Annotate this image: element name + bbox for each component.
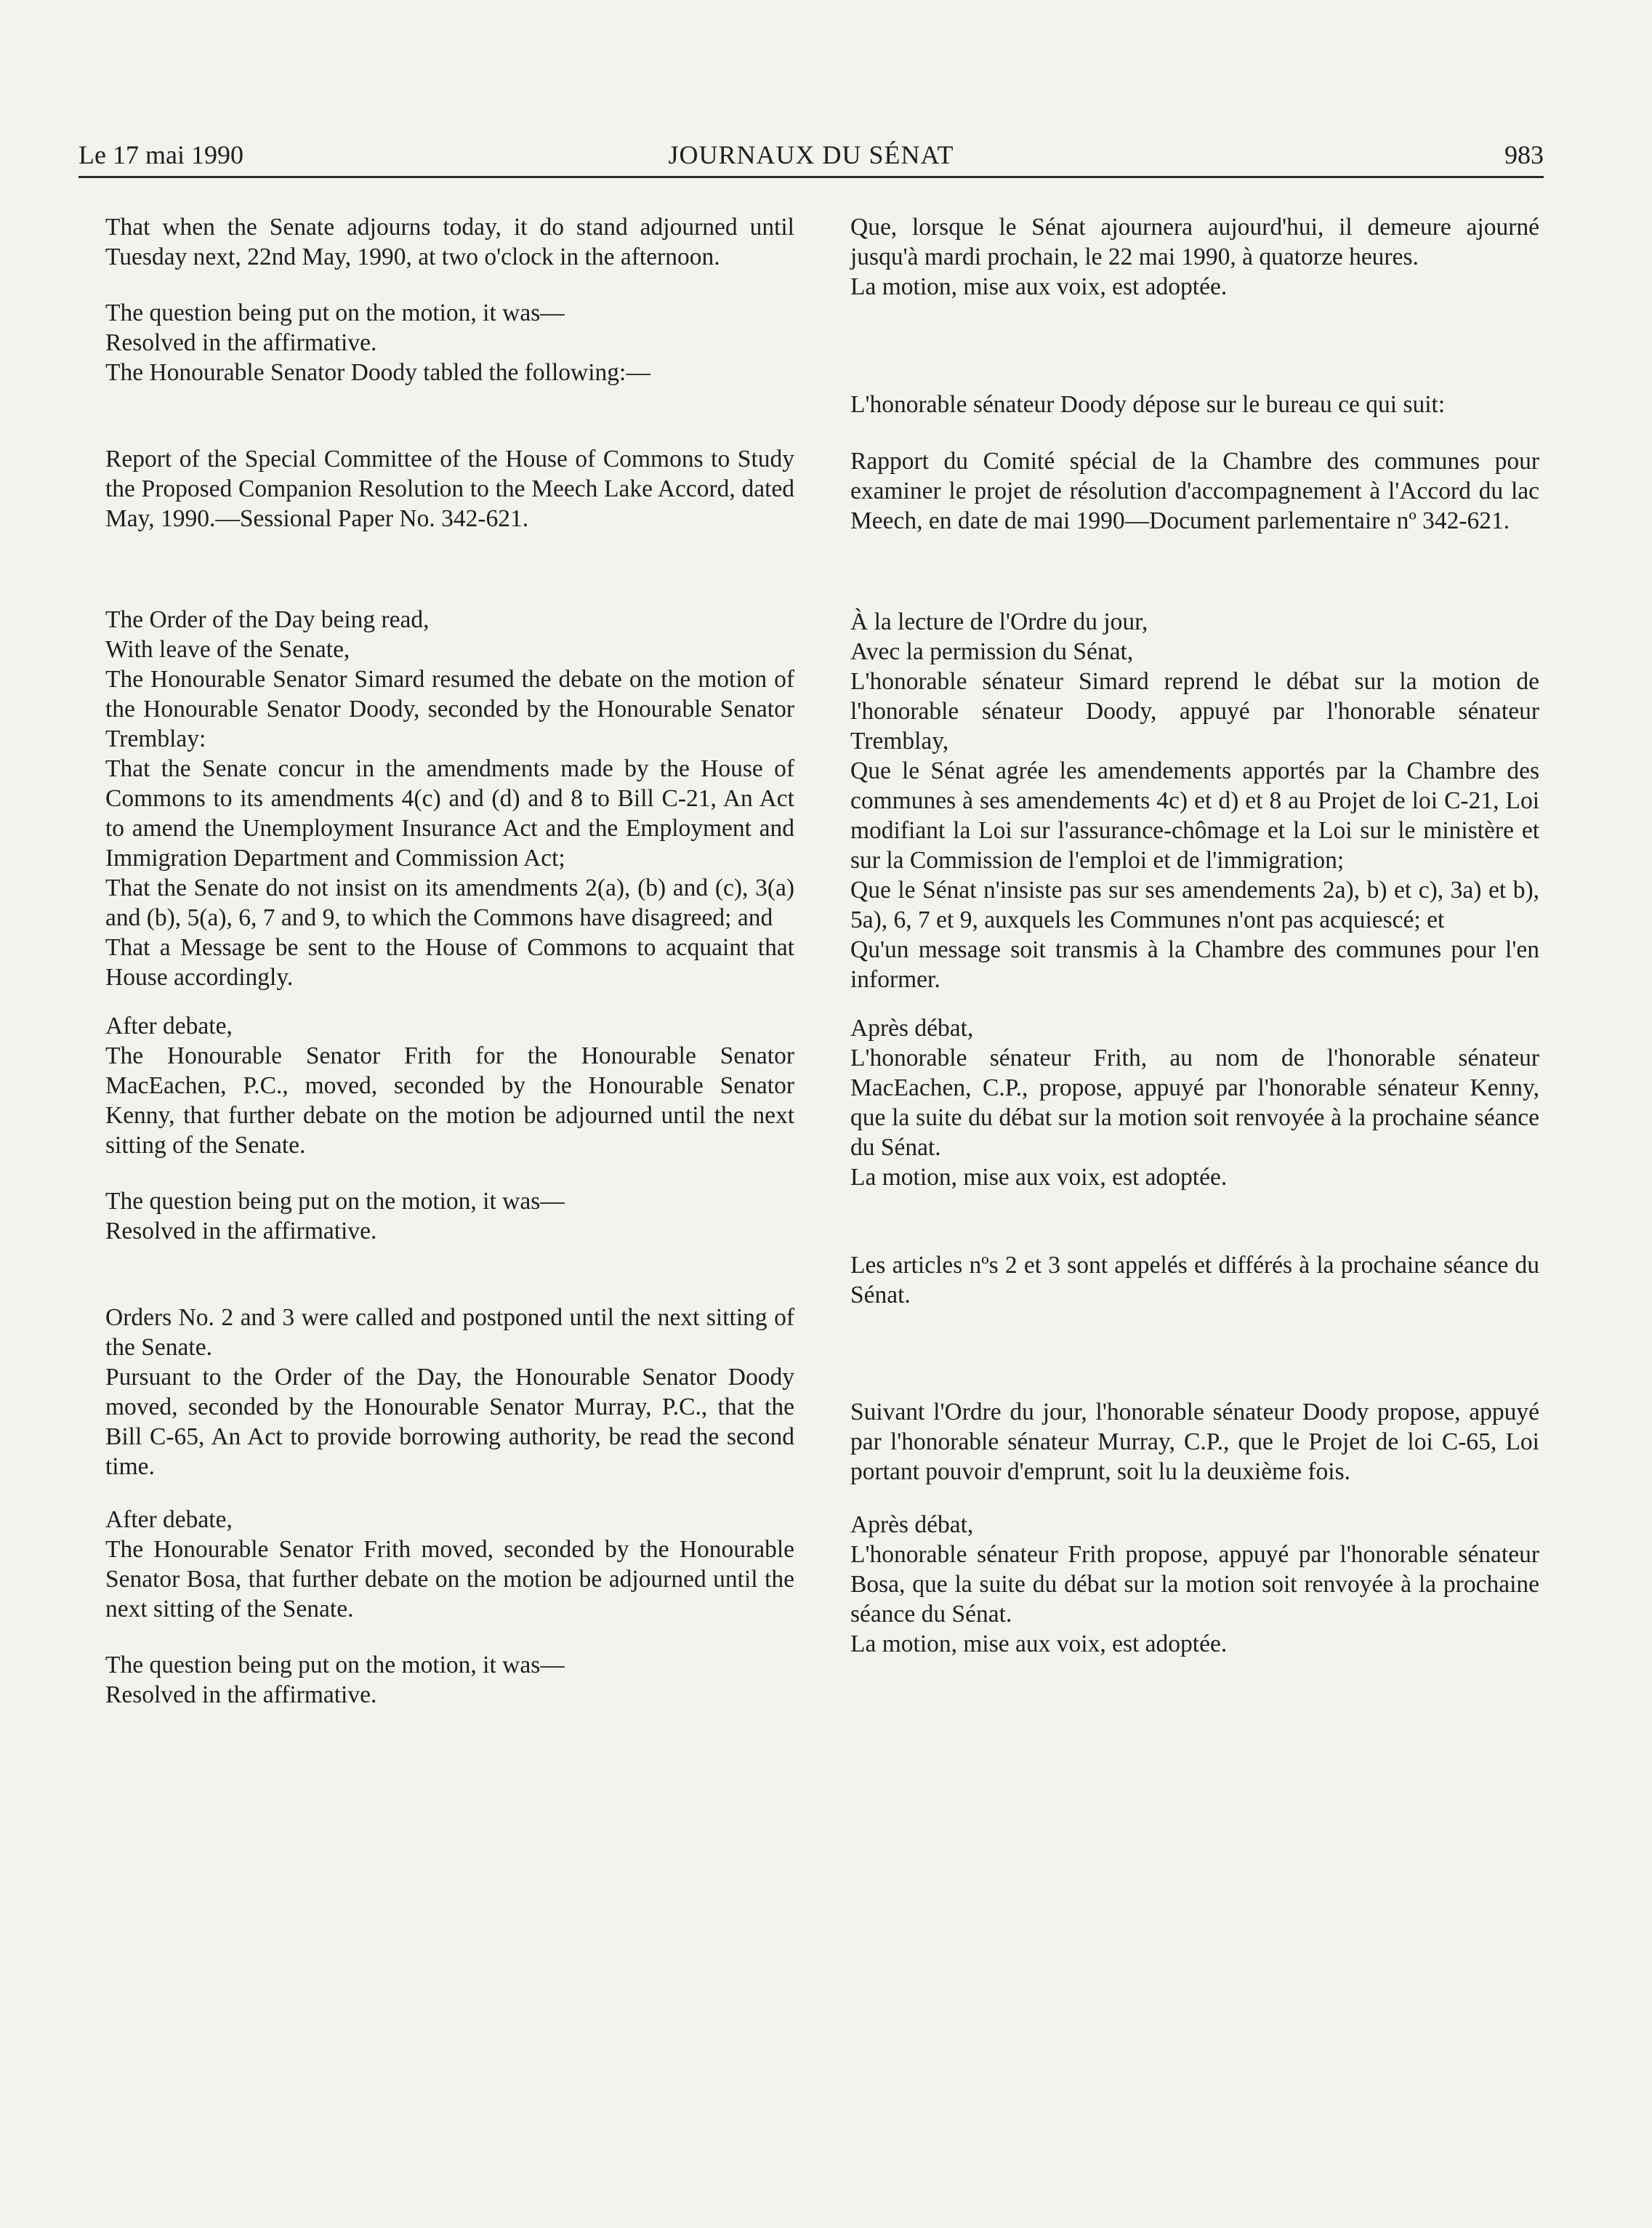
en-not-insist: That the Senate do not insist on its amendments 2(a), (b) and (c), 3(a) and (b), 5(a), 6, 7 and 9, to which the Commons have disagreed; and — [105, 874, 794, 931]
fr-order-read: À la lecture de l'Ordre du jour, — [850, 608, 1148, 635]
fr-frith-proposes: L'honorable sénateur Frith, au nom de l'honorable sénateur MacEachen, C.P., propose, appuyé par l'honorable sénateur Kenny, que la suite du débat sur la motion soit renvoyée à la prochaine séance du Sénat. — [850, 1045, 1539, 1161]
en-orders-postponed: Orders No. 2 and 3 were called and postponed until the next sitting of the Senate. — [105, 1304, 794, 1361]
header-date: Le 17 mai 1990 — [78, 140, 243, 169]
en-leave: With leave of the Senate, — [105, 636, 350, 663]
en-message-sent: That a Message be sent to the House of Commons to acquaint that House accordingly. — [105, 934, 794, 991]
fr-tabled-statement: L'honorable sénateur Doody dépose sur le bureau ce qui suit: — [850, 391, 1446, 418]
fr-adjournment-motion: Que, lorsque le Sénat ajournera aujourd'hui, il demeure ajourné jusqu'à mardi prochain, le 22 mai 1990, à quatorze heures. — [850, 214, 1539, 270]
fr-debate-block-1 — [850, 1013, 1539, 1162]
fr-bill-c65-motion: Suivant l'Ordre du jour, l'honorable sénateur Doody propose, appuyé par l'honorable sénateur Murray, C.P., que le Projet de loi C-65, Loi portant pouvoir d'emprunt, soit lu la deuxième fois. — [850, 1399, 1539, 1485]
en-tabled-statement: The Honourable Senator Doody tabled the following:— — [105, 359, 650, 386]
en-debate-block-2 — [105, 1505, 794, 1624]
fr-leave: Avec la permission du Sénat, — [850, 638, 1134, 665]
header-page-number: 983 — [1504, 140, 1544, 169]
fr-order-block — [850, 607, 1539, 756]
page-header — [78, 137, 1544, 178]
en-bill-c65-motion: Pursuant to the Order of the Day, the Honourable Senator Doody moved, seconded by the Honourable Senator Murray, P.C., that the Bill C-65, An Act to provide borrowing authority, be read the second time. — [105, 1364, 794, 1480]
french-column — [850, 212, 1539, 1659]
en-debate-block-1 — [105, 1011, 794, 1160]
fr-after-debate: Après débat, — [850, 1511, 974, 1538]
fr-motion-adopted: La motion, mise aux voix, est adoptée. — [850, 1164, 1228, 1191]
fr-message-sent: Qu'un message soit transmis à la Chambre des communes pour l'en informer. — [850, 936, 1539, 993]
fr-orders-postponed: Les articles nºs 2 et 3 sont appelés et différés à la prochaine séance du Sénat. — [850, 1252, 1539, 1308]
en-order-block — [105, 605, 794, 754]
en-adjournment-motion: That when the Senate adjourns today, it do stand adjourned until Tuesday next, 22nd May, 1990, at two o'clock in the afternoon. — [105, 214, 794, 270]
en-resolved-text: Resolved in the affirmative. — [105, 1218, 377, 1244]
fr-simard-resumed: L'honorable sénateur Simard reprend le débat sur la motion de l'honorable sénateur Doody, appuyé par l'honorable sénateur Tremblay, — [850, 668, 1539, 755]
en-frith-moved: The Honourable Senator Frith for the Honourable Senator MacEachen, P.C., moved, seconded by the Honourable Senator Kenny, that further debate on the motion be adjourned until the next sitting of the Senate. — [105, 1042, 794, 1159]
fr-after-debate: Après débat, — [850, 1015, 974, 1042]
en-resolved-text: Resolved in the affirmative. — [105, 329, 377, 356]
en-report-title: Report of the Special Committee of the House of Commons to Study the Proposed Companion Resolution to the Meech Lake Accord, dated May, 1990.—Sessional Paper No. 342-621. — [105, 446, 794, 532]
fr-debate-block-2 — [850, 1510, 1539, 1629]
fr-frith-proposes-2: L'honorable sénateur Frith propose, appuyé par l'honorable sénateur Bosa, que la suite du débat sur la motion soit renvoyée à la prochaine séance du Sénat. — [850, 1541, 1539, 1628]
en-simard-resumed: The Honourable Senator Simard resumed the debate on the motion of the Honourable Senator Doody, seconded by the Honourable Senator Tremblay: — [105, 666, 794, 752]
en-after-debate: After debate, — [105, 1506, 233, 1533]
header-journal-title: JOURNAUX DU SÉNAT — [668, 140, 954, 169]
fr-motion-adopted: La motion, mise aux voix, est adoptée. — [850, 273, 1228, 300]
en-order-read: The Order of the Day being read, — [105, 606, 430, 633]
en-after-debate: After debate, — [105, 1013, 233, 1039]
en-concur-amendments: That the Senate concur in the amendments made by the House of Commons to its amendments 4(c) and (d) and 8 to Bill C-21, An Act to amend the Unemployment Insurance Act and the Employment and Immigration Department and Commission Act; — [105, 755, 794, 872]
en-question-block-2 — [105, 1186, 794, 1246]
en-question-block-1 — [105, 298, 794, 358]
en-question-block-3 — [105, 1650, 794, 1710]
en-question-text: The question being put on the motion, it was— — [105, 1188, 565, 1215]
en-resolved-text: Resolved in the affirmative. — [105, 1681, 377, 1708]
fr-concur-amendments: Que le Sénat agrée les amendements apportés par la Chambre des communes à ses amendements 4c) et d) et 8 au Projet de loi C-21, Loi modifiant la Loi sur l'assurance-chômage et la Loi sur le ministère et sur la Commission de l'emploi et de l'immigration; — [850, 757, 1539, 874]
fr-not-insist: Que le Sénat n'insiste pas sur ses amendements 2a), b) et c), 3a) et b), 5a), 6, 7 et 9, auxquels les Communes n'ont pas acquiescé; et — [850, 877, 1539, 933]
english-column — [105, 212, 794, 1710]
en-frith-moved-2: The Honourable Senator Frith moved, seconded by the Honourable Senator Bosa, that further debate on the motion be adjourned until the next sitting of the Senate. — [105, 1536, 794, 1622]
fr-report-title: Rapport du Comité spécial de la Chambre des communes pour examiner le projet de résolution d'accompagnement à l'Accord du lac Meech, en date de mai 1990—Document parlementaire nº 342-621. — [850, 448, 1539, 534]
en-question-text: The question being put on the motion, it was— — [105, 1652, 565, 1678]
en-question-text: The question being put on the motion, it was— — [105, 299, 565, 326]
fr-motion-adopted: La motion, mise aux voix, est adoptée. — [850, 1630, 1228, 1657]
